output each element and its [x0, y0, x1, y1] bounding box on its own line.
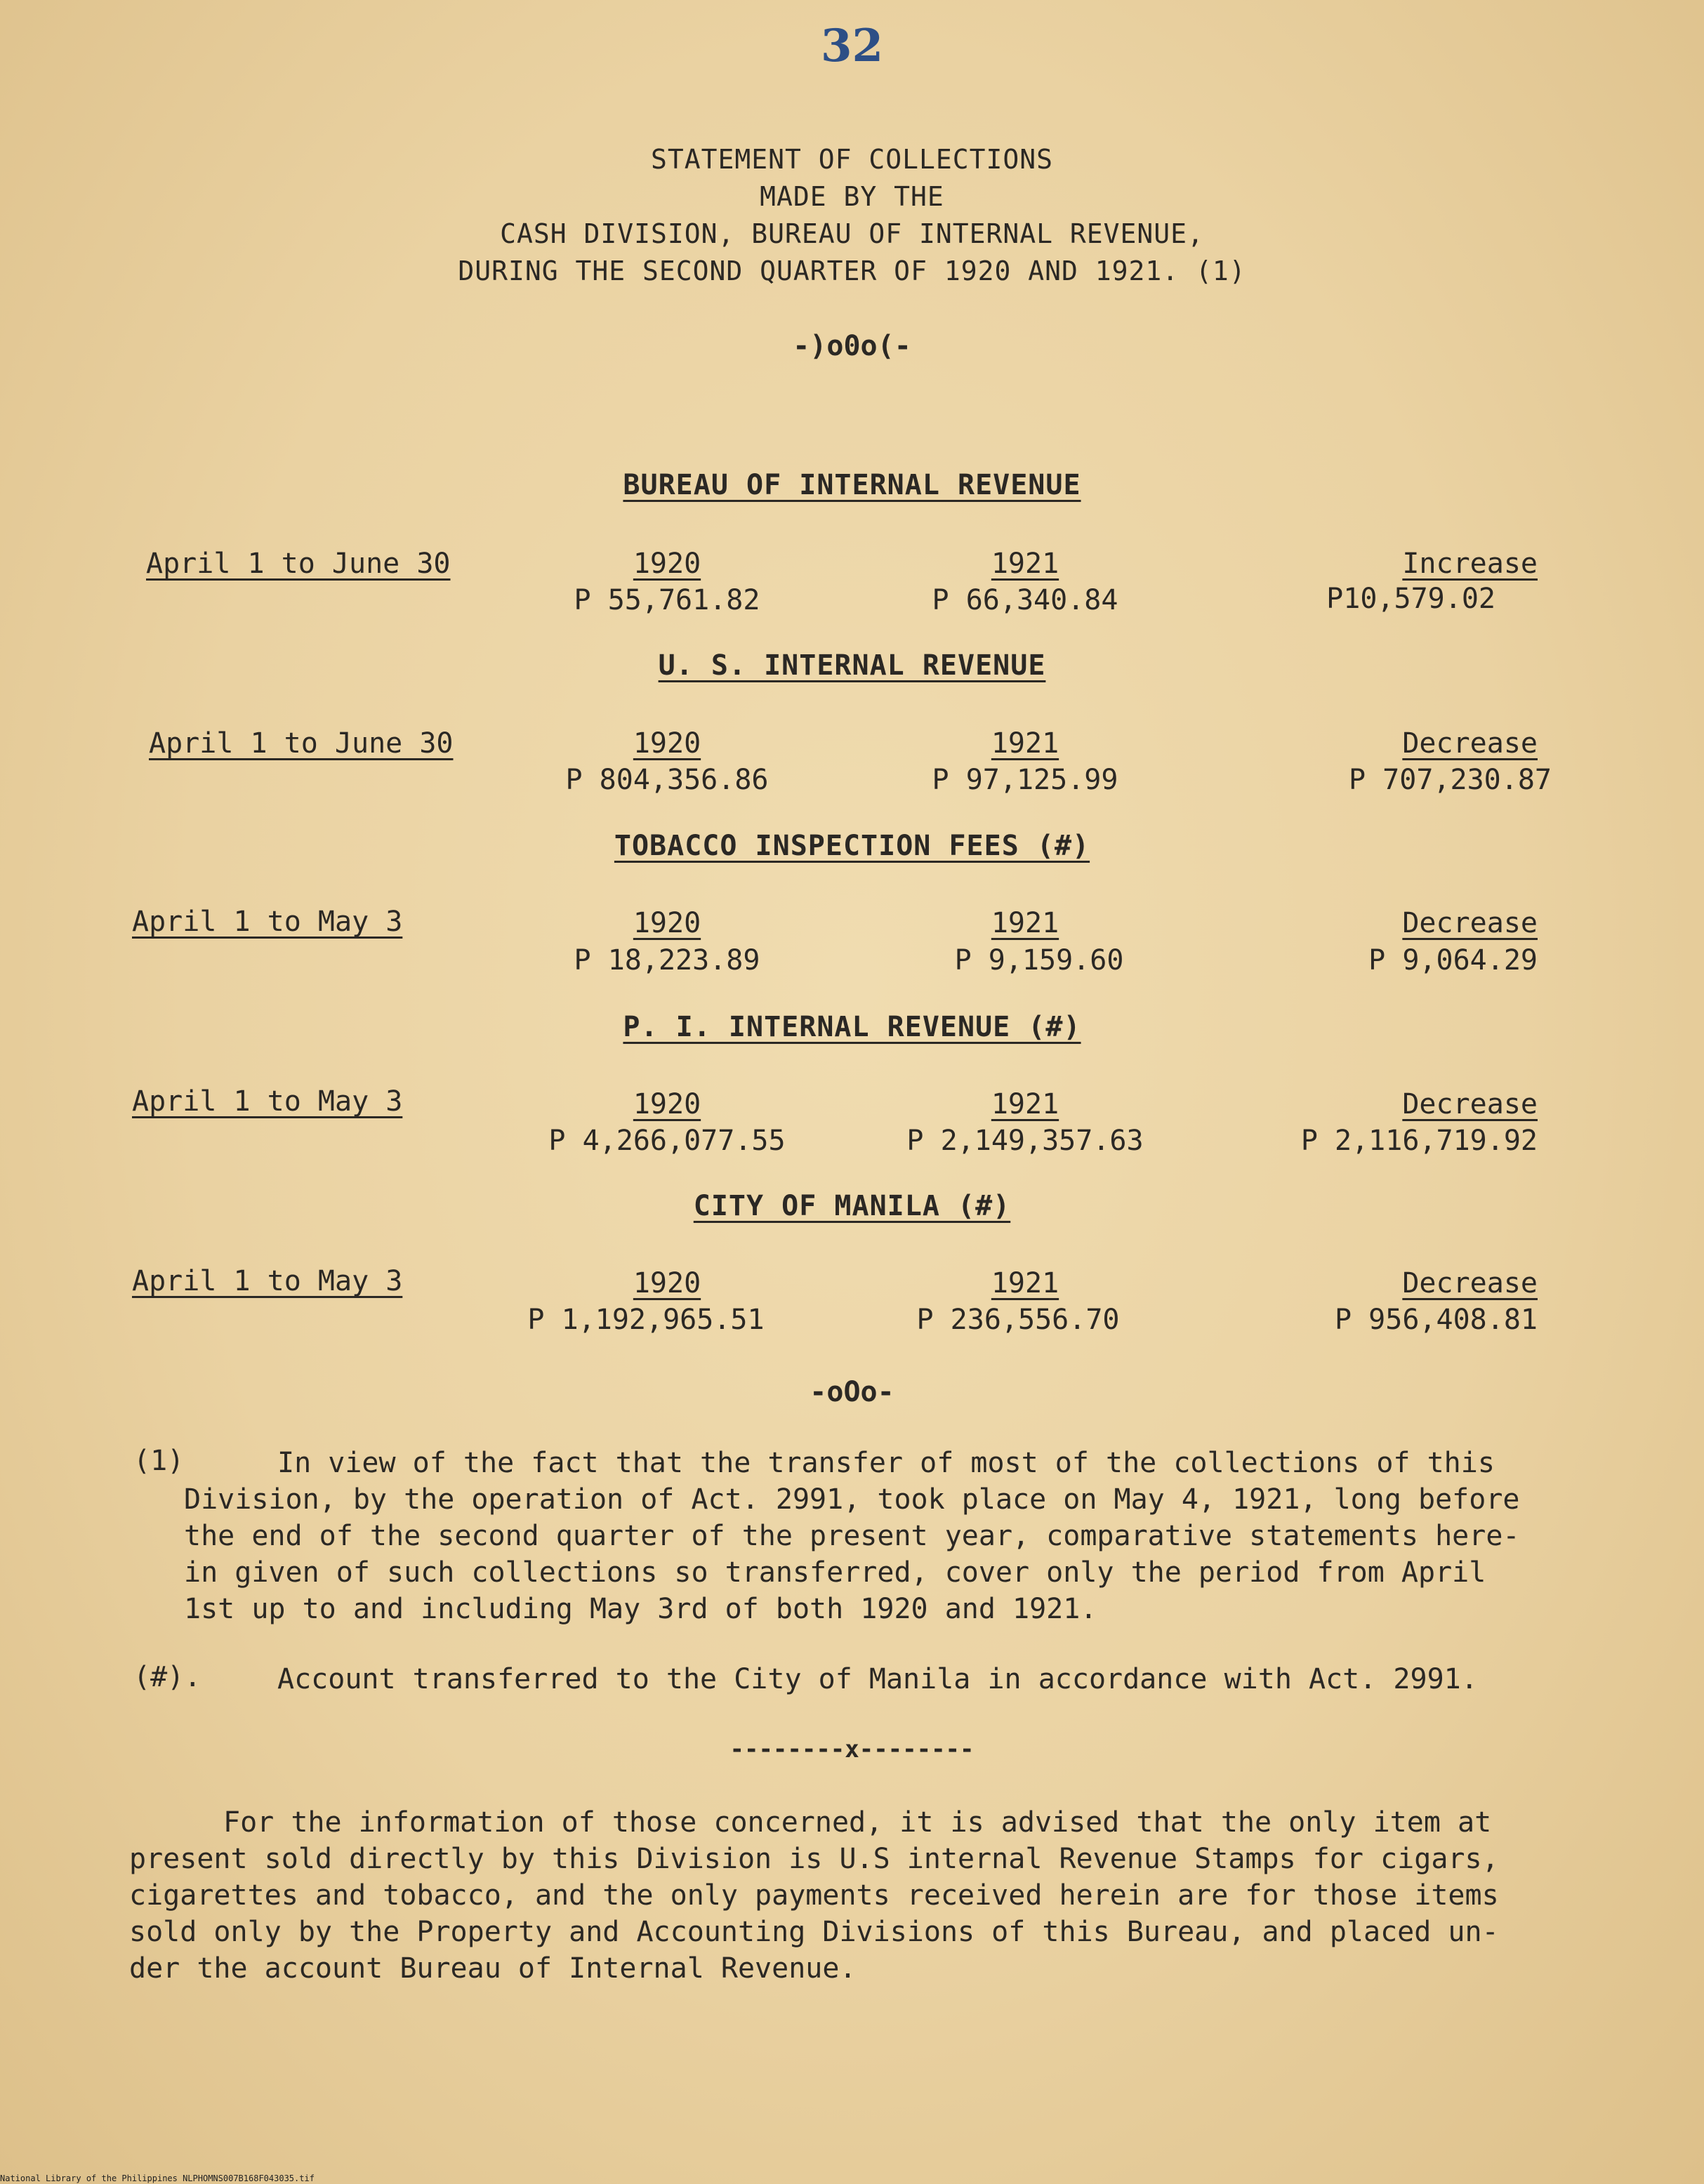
amount-1920: P 4,266,077.55: [548, 1125, 786, 1157]
change-label: Decrease: [1402, 1267, 1538, 1299]
title-line-1: STATEMENT OF COLLECTIONS: [650, 144, 1054, 175]
amount-1921: P 236,556.70: [916, 1304, 1120, 1336]
paragraph-line-4: sold only by the Property and Accounting Divisions of this Bureau, and placed un-: [129, 1916, 1499, 1948]
amount-1921: P 9,159.60: [954, 944, 1124, 977]
year-1921-header: 1921: [991, 907, 1059, 939]
change-amount: P 9,064.29: [1368, 944, 1538, 977]
archive-footer: National Library of the Philippines NLPHOMNS007B168F043035.tif: [0, 2173, 315, 2183]
amount-1920: P 1,192,965.51: [527, 1304, 765, 1336]
footnote-line-3: the end of the second quarter of the present year, comparative statements here-: [184, 1520, 1520, 1552]
footnote-marker: (#).: [133, 1661, 202, 1693]
title-line-4: DURING THE SECOND QUARTER OF 1920 AND 1921. (1): [458, 256, 1246, 286]
footnote-text: Account transferred to the City of Manila in accordance with Act. 2991.: [277, 1663, 1478, 1695]
year-1920-header: 1920: [633, 907, 701, 939]
section-title: BUREAU OF INTERNAL REVENUE: [623, 469, 1081, 501]
change-amount: P10,579.02: [1326, 583, 1495, 615]
period-label: April 1 to June 30: [149, 727, 454, 760]
period-label: April 1 to June 30: [146, 548, 451, 580]
footnote-line-5: 1st up to and including May 3rd of both 1920 and 1921.: [184, 1593, 1097, 1625]
title-line-2: MADE BY THE: [760, 181, 944, 212]
period-label: April 1 to May 3: [132, 1085, 403, 1118]
amount-1921: P 66,340.84: [932, 584, 1118, 616]
change-label: Increase: [1402, 548, 1538, 580]
section-title: U. S. INTERNAL REVENUE: [658, 649, 1046, 682]
table-separator: -oOo-: [810, 1376, 894, 1408]
change-label: Decrease: [1402, 1088, 1538, 1120]
footnote-marker: (1): [133, 1445, 185, 1477]
year-1921-header: 1921: [991, 1088, 1059, 1120]
bottom-separator: --------x--------: [729, 1735, 975, 1763]
year-1921-header: 1921: [991, 1267, 1059, 1299]
amount-1920: P 804,356.86: [565, 764, 769, 796]
year-1921-header: 1921: [991, 727, 1059, 760]
paragraph-line-3: cigarettes and tobacco, and the only payments received herein are for those items: [129, 1879, 1499, 1912]
change-amount: P 956,408.81: [1335, 1304, 1538, 1336]
section-title: CITY OF MANILA (#): [693, 1190, 1011, 1222]
footnote-line-1: In view of the fact that the transfer of most of the collections of this: [277, 1447, 1495, 1479]
section-title: P. I. INTERNAL REVENUE (#): [623, 1011, 1081, 1043]
change-amount: P 707,230.87: [1349, 764, 1552, 796]
amount-1920: P 55,761.82: [574, 584, 760, 616]
footnote-line-4: in given of such collections so transferred, cover only the period from April: [184, 1556, 1486, 1589]
paragraph-line-2: present sold directly by this Division is U.S internal Revenue Stamps for cigars,: [129, 1843, 1499, 1875]
paragraph-line-5: der the account Bureau of Internal Revenue.: [129, 1952, 857, 1985]
period-label: April 1 to May 3: [132, 1265, 403, 1297]
page-number: 32: [820, 20, 884, 72]
change-label: Decrease: [1402, 907, 1538, 939]
year-1920-header: 1920: [633, 727, 701, 760]
amount-1921: P 97,125.99: [932, 764, 1118, 796]
period-label: April 1 to May 3: [132, 906, 403, 938]
paragraph-line-1: For the information of those concerned, it is advised that the only item at: [223, 1806, 1492, 1839]
amount-1920: P 18,223.89: [574, 944, 760, 977]
title-separator: -)o0o(-: [793, 330, 911, 362]
year-1920-header: 1920: [633, 1267, 701, 1299]
year-1920-header: 1920: [633, 1088, 701, 1120]
year-1920-header: 1920: [633, 548, 701, 580]
year-1921-header: 1921: [991, 548, 1059, 580]
footnote-line-2: Division, by the operation of Act. 2991, took place on May 4, 1921, long before: [184, 1483, 1520, 1516]
title-line-3: CASH DIVISION, BUREAU OF INTERNAL REVENUE,: [500, 218, 1204, 249]
change-amount: P 2,116,719.92: [1300, 1125, 1538, 1157]
section-title: TOBACCO INSPECTION FEES (#): [614, 830, 1090, 862]
amount-1921: P 2,149,357.63: [906, 1125, 1144, 1157]
change-label: Decrease: [1402, 727, 1538, 760]
